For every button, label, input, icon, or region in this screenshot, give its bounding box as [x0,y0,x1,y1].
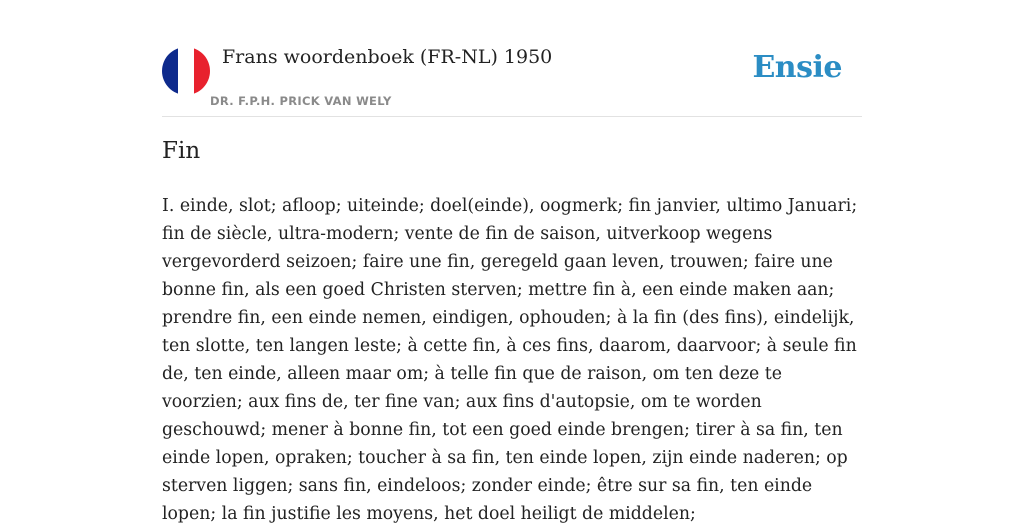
dictionary-author: DR. F.P.H. PRICK VAN WELY [210,94,392,108]
flag-stripe-red [194,47,210,95]
flag-stripe-white [178,47,194,95]
entry-term: Fin [162,138,201,164]
flag-stripe-blue [162,47,178,95]
entry-definition: I. einde, slot; afloop; uiteinde; doel(einde), oogmerk; fin janvier, ultimo Januari; fin de siècle, ultra-modern; vente de fin de saison, uitverkoop wegens vergevorderd seizoen; faire une fin, geregeld gaan leven, trouwen; faire une bonne fin, als een goed Christen sterven; mettre fin à, een einde maken aan; prendre fin, een einde nemen, eindigen, ophouden; à la fin (des fins), eindelijk, ten slotte, ten langen leste; à cette fin, à ces fins, daarom, daarvoor; à seule fin de, ten einde, alleen maar om; à telle fin que de raison, om ten deze te voorzien; aux fins de, ter fine van; aux fins d'autopsie, om te worden geschouwd; mener à bonne fin, tot een goed einde brengen; tirer à sa fin, ten einde lopen, opraken; toucher à sa fin, ten einde lopen, zijn einde naderen; op sterven liggen; sans fin, eindeloos; zonder einde; être sur sa fin, ten einde lopen; la fin justifie les moyens, het doel heiligt de middelen; [162,196,858,524]
french-flag-icon [162,47,210,95]
brand-logo[interactable]: Ensie [752,50,842,85]
card-header [162,0,862,117]
dictionary-title[interactable]: Frans woordenboek (FR-NL) 1950 [222,46,553,68]
dictionary-card [162,0,862,524]
